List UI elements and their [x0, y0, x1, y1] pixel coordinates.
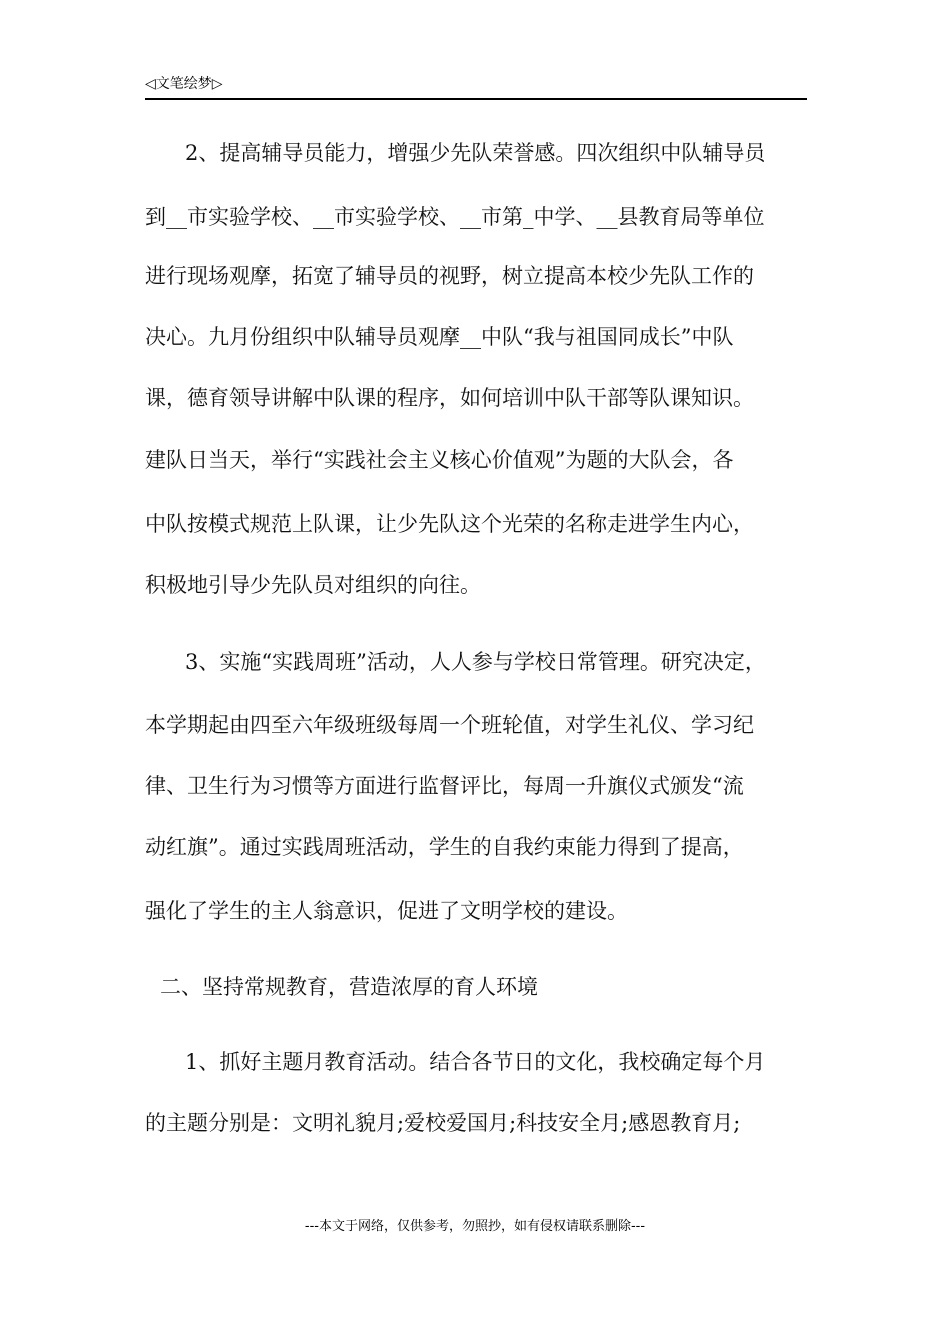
body-line-2: 到__市实验学校、__市实验学校、__市第_中学、__县教育局等单位	[145, 205, 765, 229]
body-line-9: 3、实施“实践周班”活动，人人参与学校日常管理。研究决定，	[185, 650, 766, 674]
body-line-12: 动红旗”。通过实践周班活动，学生的自我约束能力得到了提高，	[145, 835, 744, 859]
body-line-6: 建队日当天，举行“实践社会主义核心价值观”为题的大队会，各	[145, 448, 734, 472]
body-line-7: 中队按模式规范上队课，让少先队这个光荣的名称走进学生内心，	[145, 512, 754, 536]
body-line-3: 进行现场观摩，拓宽了辅导员的视野，树立提高本校少先队工作的	[145, 264, 754, 288]
footer-disclaimer: ---本文于网络，仅供参考，勿照抄，如有侵权请联系删除---	[304, 1219, 646, 1234]
body-line-13: 强化了学生的主人翁意识，促进了文明学校的建设。	[145, 899, 628, 923]
body-line-4: 决心。九月份组织中队辅导员观摩__中队“我与祖国同成长”中队	[145, 325, 734, 349]
body-line-5: 课，德育领导讲解中队课的程序，如何培训中队干部等队课知识。	[145, 386, 754, 410]
header-title: ◁文笔绘梦▷	[145, 76, 223, 92]
section-heading: 二、坚持常规教育，营造浓厚的育人环境	[160, 975, 538, 999]
body-line-1: 2、提高辅导员能力，增强少先队荣誉感。四次组织中队辅导员	[185, 141, 766, 165]
body-line-16: 的主题分别是：文明礼貌月;爱校爱国月;科技安全月;感恩教育月;	[145, 1111, 741, 1135]
body-line-8: 积极地引导少先队员对组织的向往。	[145, 573, 481, 597]
body-line-15: 1、抓好主题月教育活动。结合各节日的文化，我校确定每个月	[185, 1050, 766, 1074]
body-line-11: 律、卫生行为习惯等方面进行监督评比，每周一升旗仪式颁发“流	[145, 774, 744, 798]
page-header	[145, 74, 807, 100]
body-line-10: 本学期起由四至六年级班级每周一个班轮值，对学生礼仪、学习纪	[145, 713, 754, 737]
